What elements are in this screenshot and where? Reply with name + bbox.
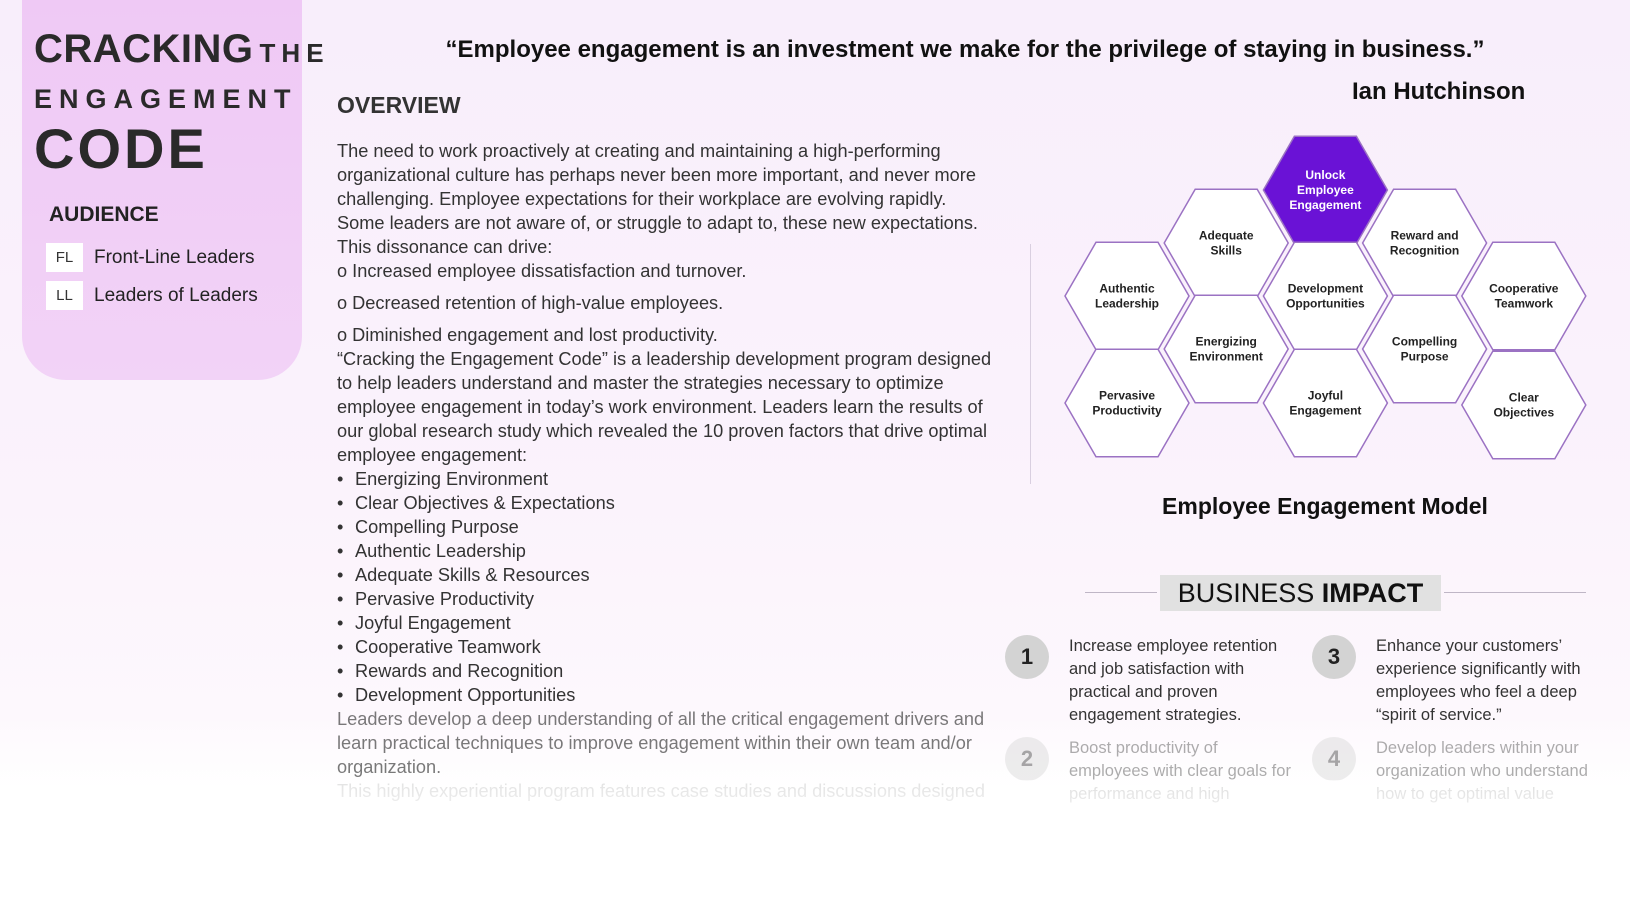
engagement-model-diagram [1055, 135, 1615, 475]
model-hex [1263, 136, 1387, 243]
impact-item [1005, 635, 1295, 727]
overview-intro: The need to work proactively at creating and maintaining a high-performing organizational culture has perhaps never been more important, and never more challenging. Employee expectations for their workplace are evolving rapidly. Some leaders are not aware of, or struggle to adapt to, these new expectations. This dissonance can drive: [337, 141, 978, 257]
model-hex-label: Productivity [1092, 403, 1162, 418]
quote-author: Ian Hutchinson [1352, 78, 1526, 105]
model-hex [1363, 295, 1487, 402]
vertical-divider [1030, 244, 1031, 484]
brand-title [34, 22, 330, 180]
model-hex-label: Engagement [1289, 198, 1362, 212]
factor-item: • Clear Objectives & Expectations [337, 491, 992, 515]
business-impact-title [1160, 575, 1441, 611]
factor-item: • Development Opportunities [337, 683, 992, 707]
impact-text: Increase employee retention and job satisfaction with practical and proven engagement strategies. [1069, 637, 1278, 724]
model-hex-label: Leadership [1094, 296, 1160, 311]
factor-item: • Rewards and Recognition [337, 659, 992, 683]
impact-title-bold: IMPACT [1321, 578, 1424, 608]
overview-body [337, 139, 992, 803]
audience-code: LL [46, 281, 83, 310]
model-hex-label: Pervasive [1098, 388, 1156, 403]
model-hex-label: Recognition [1389, 243, 1460, 258]
quote-text: “Employee engagement is an investment we make for the privilege of staying in business.” [445, 36, 1485, 63]
factor-item: • Energizing Environment [337, 467, 992, 491]
overview-title: OVERVIEW [337, 92, 461, 118]
impact-number: 3 [1312, 635, 1356, 679]
brand-line1-small: THE [259, 38, 330, 68]
model-hex-label: Cooperative [1489, 281, 1559, 296]
model-hex-label: Environment [1189, 349, 1263, 364]
impact-item [1312, 635, 1607, 727]
impact-number: 2 [1005, 737, 1049, 781]
model-hex-label: Purpose [1400, 349, 1449, 364]
model-hex-label: Clear [1508, 390, 1539, 405]
audience-title: AUDIENCE [49, 203, 159, 226]
model-hex [1363, 189, 1487, 296]
model-hex-label: Opportunities [1286, 296, 1365, 311]
factor-item: • Pervasive Productivity [337, 587, 992, 611]
audience-item [46, 243, 255, 272]
sidebar-panel [22, 0, 330, 380]
model-hex-label: Reward and [1390, 228, 1459, 243]
overview-program: “Cracking the Engagement Code” is a leadership development program designed to help leaders understand and master the strategies necessary to optimize employee engagement in today’s work environment. Leaders learn the results of our global research study which revealed the 10 proven factors that drive optimal employee engagement: [337, 349, 992, 465]
impact-number: 4 [1312, 737, 1356, 781]
impact-rule-right [1444, 592, 1586, 593]
model-hex [1263, 242, 1387, 349]
model-hex-label: Engagement [1289, 403, 1362, 418]
impact-number: 1 [1005, 635, 1049, 679]
impact-text: Develop leaders within your organization who understand [1376, 739, 1588, 780]
bottom-fade-overlay [0, 780, 1630, 917]
brand-line2: ENGAGEMENT [34, 84, 298, 114]
model-hex-label: Joyful [1307, 388, 1344, 403]
model-hex [1164, 189, 1288, 296]
impact-rule-left [1085, 592, 1157, 593]
model-hex-label: Skills [1210, 243, 1242, 258]
consequence-item: o Decreased retention of high-value employees. [337, 293, 724, 313]
consequence-item: o Diminished engagement and lost productivity. [337, 325, 718, 345]
model-hex-label: Teamwork [1494, 296, 1554, 311]
factor-list [337, 467, 992, 707]
factor-item: • Joyful Engagement [337, 611, 992, 635]
audience-item [46, 281, 258, 310]
audience-label: Leaders of Leaders [94, 284, 258, 306]
model-hex-label: Objectives [1493, 405, 1555, 420]
audience-code: FL [46, 243, 83, 272]
model-hex-label: Adequate [1198, 228, 1254, 243]
model-hex [1065, 242, 1189, 349]
factor-item: • Authentic Leadership [337, 539, 992, 563]
model-hex [1462, 242, 1586, 349]
model-hex [1462, 351, 1586, 458]
impact-text: Enhance your customers’ experience significantly with employees who feel a deep “spirit of service.” [1376, 637, 1581, 724]
audience-label: Front-Line Leaders [94, 246, 255, 268]
model-hex-label: Development [1287, 281, 1364, 296]
brand-line3: CODE [34, 117, 208, 180]
brand-line1: CRACKING [34, 27, 254, 71]
overview-closing: Leaders develop a deep understanding of all the critical engagement drivers and learn practical techniques to improve engagement within their own team and/or organization. [337, 709, 985, 777]
impact-text: Boost productivity of employees with clear goals for [1069, 739, 1291, 780]
model-hex-label: Energizing [1195, 334, 1257, 349]
model-caption: Employee Engagement Model [1162, 493, 1488, 519]
factor-item: • Compelling Purpose [337, 515, 992, 539]
factor-item: • Adequate Skills & Resources [337, 563, 992, 587]
model-hex-label: Employee [1297, 183, 1354, 197]
model-hex [1263, 349, 1387, 456]
model-hex-label: Authentic [1099, 281, 1155, 296]
model-hex-label: Compelling [1391, 334, 1458, 349]
impact-title-normal: BUSINESS [1177, 578, 1322, 608]
factor-item: • Cooperative Teamwork [337, 635, 992, 659]
consequence-item: o Increased employee dissatisfaction and turnover. [337, 261, 747, 281]
model-hex-label: Unlock [1305, 168, 1346, 182]
model-hex [1065, 349, 1189, 456]
model-hex [1164, 295, 1288, 402]
